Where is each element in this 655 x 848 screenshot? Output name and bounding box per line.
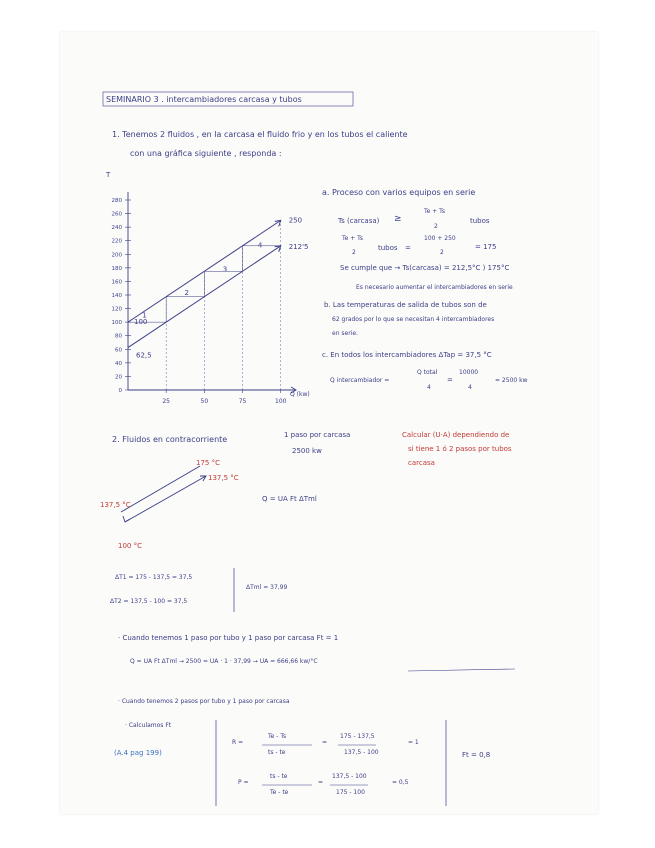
q2-dtml: ΔTml = 37,99 [246,584,288,591]
q1-line1: 1. Tenemos 2 fluidos , en la carcasa el fluido frio y en los tubos el caliente [112,130,408,139]
q2-dt1: ΔT1 = 175 - 137,5 = 37,5 [115,574,193,581]
answer-c-eq: = [447,376,453,384]
answer-a-eq-left-bot: 2 [352,249,356,256]
r-frac2-top: 175 - 137,5 [340,733,375,740]
p-eq: = [318,779,324,786]
answer-b-line2: 62 grados por lo que se necesitan 4 intercambiadores [332,316,495,323]
y-tick-label: 140 [111,293,122,299]
q2-diag-100: 100 °C [118,542,142,550]
r-eq: = [322,739,328,746]
annotation-625: 62,5 [136,351,152,360]
q2-q-equation: Q = UA Ft ΔTml [262,495,317,503]
q2-reference: (A.4 pag 199) [114,749,162,757]
y-tick-label: 0 [118,388,122,394]
y-tick-label: 220 [111,238,122,245]
y-tick-label: 200 [111,252,122,259]
q2-note2-line2: si tiene 1 ó 2 pasos por tubos [408,445,512,453]
y-tick-label: 120 [111,306,122,313]
r-frac-top: Te - Ts [268,733,287,740]
y-tick-label: 40 [115,360,122,367]
y-tick-label: 180 [111,265,122,272]
annotation-2125: 212'5 [288,242,309,251]
q2-case2-line: · Cuando tenemos 2 pasos por tubo y 1 paso por carcasa [118,698,290,705]
answer-a-ineq-right: tubos [470,217,490,225]
q2-diag-1375a: 137,5 °C [208,474,239,482]
answer-c-result: = 2500 kw [495,377,528,384]
x-tick-label: 75 [238,398,247,405]
answer-c-q-label: Q intercambiador = [330,377,390,384]
answer-a-eq-left-tail: tubos [378,244,398,252]
answer-c-line1: c. En todos los intercambiadores ΔTap = 37,5 °C [322,351,492,359]
q2-diag-175: 175 °C [196,459,220,467]
q2-note1-line2: 2500 kw [292,447,322,455]
answer-c-frac2-bot: 4 [468,384,472,391]
p-frac-top: ts - te [270,773,288,780]
q2-case1-eq: Q = UA Ft ΔTml → 2500 = UA · 1 · 37,99 → UA = 666,66 kw/°C [130,658,318,665]
q2-title: 2. Fluidos en contracorriente [112,435,228,444]
y-tick-label: 260 [111,211,122,218]
p-result: = 0,5 [392,779,409,786]
q2-case1-line: · Cuando tenemos 1 paso por tubo y 1 paso por carcasa Ft = 1 [118,634,339,642]
annotation-100: 100 [134,318,148,327]
page-title: SEMINARIO 3 . intercambiadores carcasa y tubos [106,95,302,104]
answer-a-eq-right-bot: 2 [440,249,444,256]
answer-a-necesario: Es necesario aumentar el intercambiadores en serie [356,284,513,291]
answer-a-cumple: Se cumple que → Ts(carcasa) = 212,5°C ) 175°C [340,264,510,272]
stage-label-4: 4 [257,241,263,250]
r-label: R = [232,739,244,746]
answer-a-eq-sign: = [405,244,411,252]
q2-note1-line1: 1 paso por carcasa [284,431,351,439]
y-tick-label: 20 [115,374,122,381]
answer-a-eq-left-top: Te + Ts [342,235,363,242]
answer-c-frac2-top: 10000 [459,369,479,376]
stage-label-1: 1 [142,311,147,320]
q2-note2-line1: Calcular (U·A) dependiendo de [402,431,510,439]
y-tick-label: 100 [111,320,122,327]
ft-result: Ft = 0,8 [462,751,491,759]
answer-a-frac-top: Te + Ts [424,208,445,215]
y-tick-label: 160 [111,279,122,286]
x-tick-label: 100 [275,398,287,405]
answer-a-eq-right-top: 100 + 250 [424,235,456,242]
answer-a-title: a. Proceso con varios equipos en serie [322,188,476,197]
q2-note2-line3: carcasa [408,459,435,467]
x-tick-label: 25 [162,398,171,405]
annotation-250: 250 [288,216,303,225]
chart-xlabel: Q (kw) [290,391,310,398]
y-tick-label: 80 [115,333,122,340]
q2-calc-ft: · Calculamos Ft [125,722,172,729]
chart-ylabel: T [106,171,111,179]
answer-a-frac-bot: 2 [434,223,438,230]
answer-a-geq: ≥ [394,214,402,224]
answer-a-ineq-left: Ts (carcasa) [338,217,380,225]
p-frac2-bot: 175 - 100 [336,789,365,796]
p-frac2-top: 137,5 - 100 [332,773,367,780]
q1-line2: con una gráfica siguiente , responda : [130,149,282,158]
answer-a-eq-result: = 175 [475,243,497,251]
q2-dt2: ΔT2 = 137,5 - 100 = 37,5 [110,598,188,605]
answer-b-line1: b. Las temperaturas de salida de tubos son de [324,301,487,309]
r-result: = 1 [408,739,419,746]
y-tick-label: 240 [111,225,122,232]
r-frac-bot: ts - te [268,749,286,756]
answer-c-frac1-top: Q total [417,369,438,376]
stage-label-2: 2 [184,289,189,297]
answer-c-frac1-bot: 4 [427,384,431,391]
answer-b-line3: en serie. [332,330,358,337]
r-frac2-bot: 137,5 - 100 [344,749,379,756]
q2-diag-1375b: 137,5 °C [100,501,131,509]
y-tick-label: 280 [111,198,122,204]
p-label: P = [238,779,249,786]
y-tick-label: 60 [115,347,122,354]
p-frac-bot: Te - te [270,789,289,796]
x-tick-label: 50 [200,398,209,405]
stage-label-3: 3 [222,265,228,274]
